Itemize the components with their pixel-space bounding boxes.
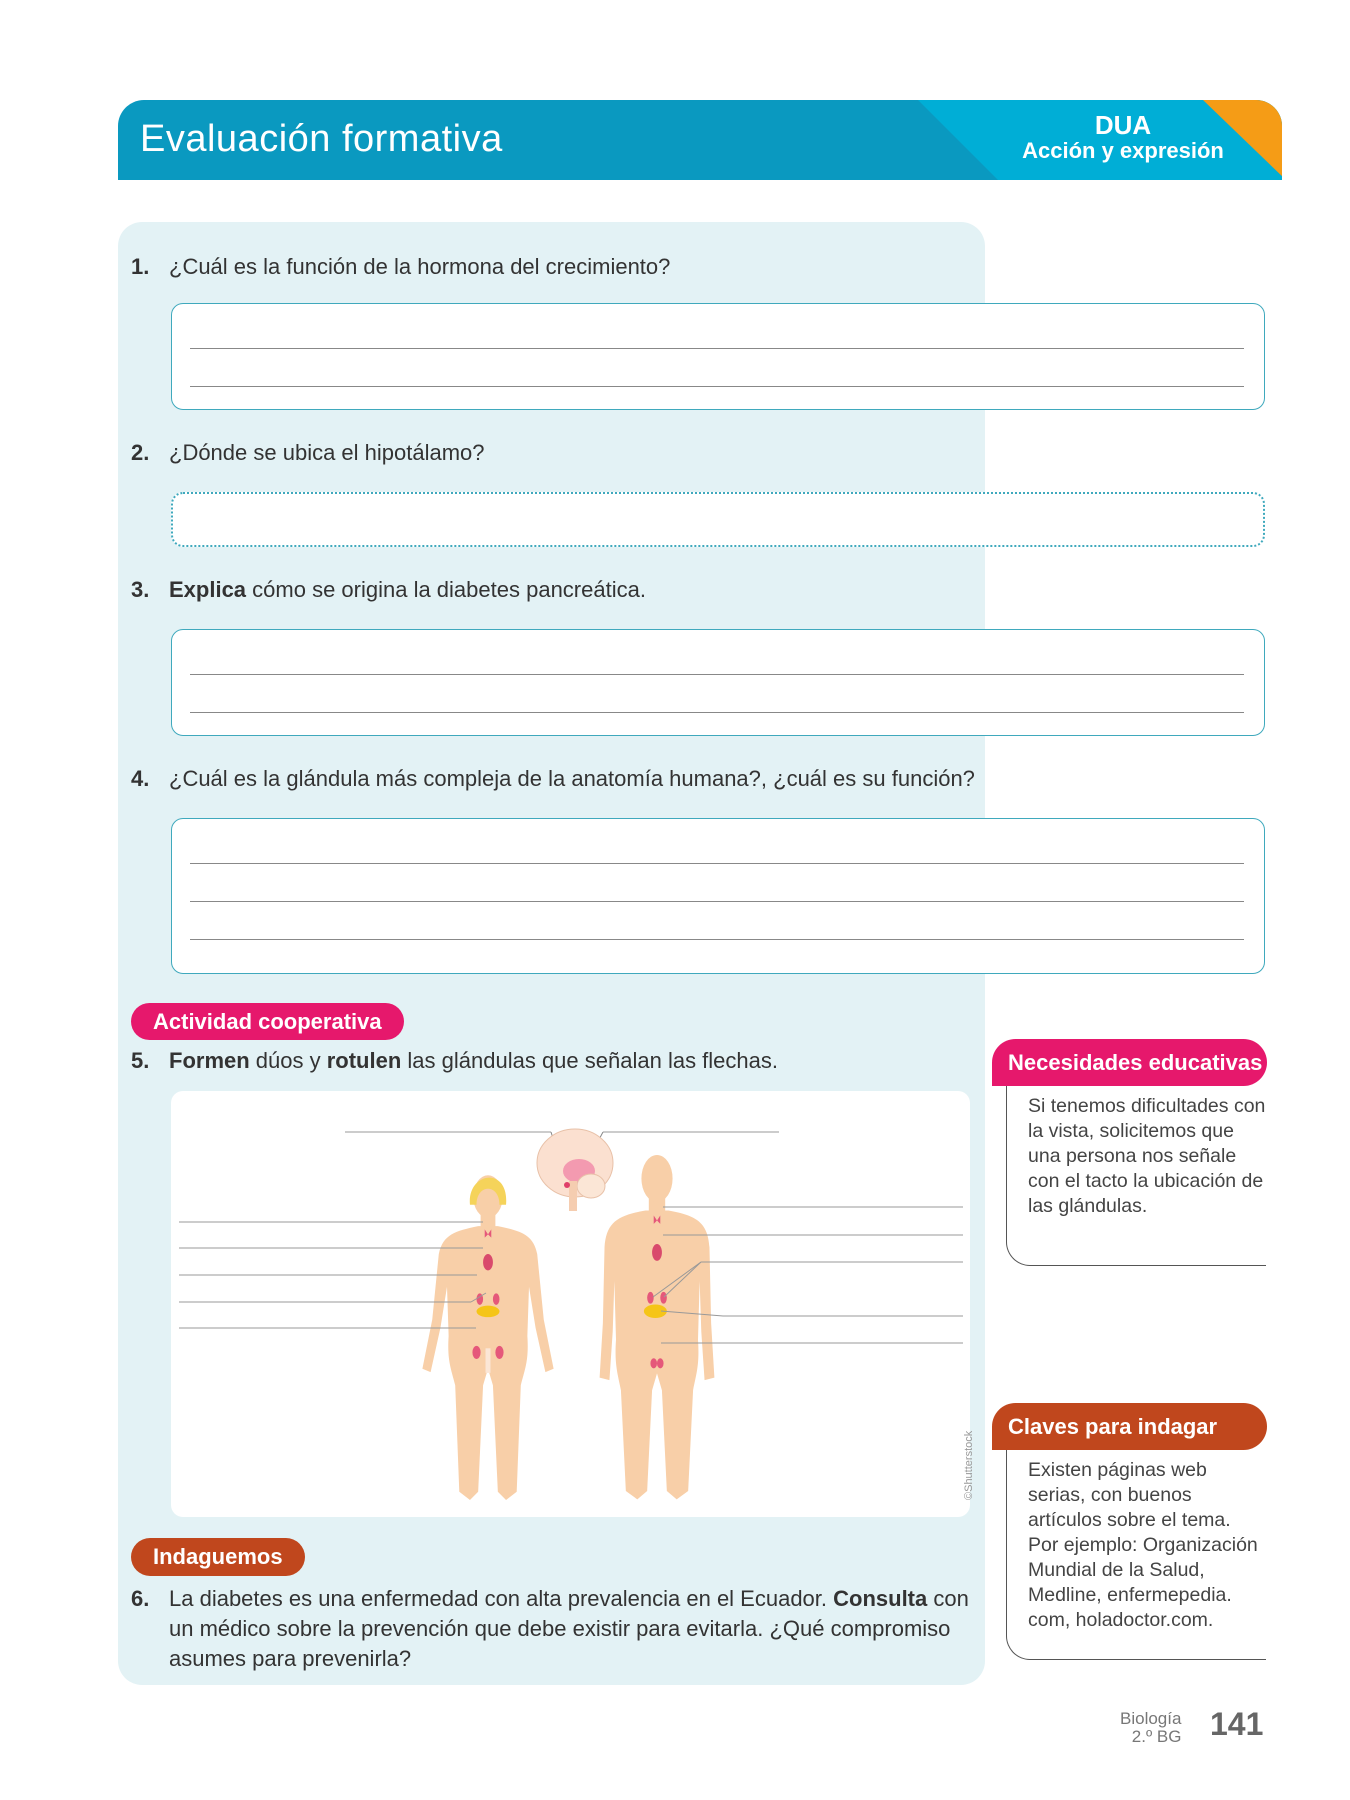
endocrine-illustration <box>171 1091 970 1517</box>
question-number: 2. <box>131 440 150 465</box>
question-text: ¿Cuál es la función de la hormona del crecimiento? <box>169 254 671 279</box>
question-4 <box>131 766 975 792</box>
answer-box-4[interactable] <box>171 818 1265 974</box>
question-2 <box>131 440 485 466</box>
brain-icon <box>537 1129 613 1211</box>
question-number: 4. <box>131 766 150 791</box>
dua-subtitle: Acción y expresión <box>1022 138 1224 164</box>
cooperative-activity-label: Actividad cooperativa <box>131 1003 404 1040</box>
question-text: La diabetes es una enfermedad con alta prevalencia en el Ecuador. <box>169 1586 834 1611</box>
answer-box-2[interactable] <box>171 492 1265 547</box>
grade: 2.º BG <box>1131 1727 1182 1746</box>
page-number: 141 <box>1210 1706 1264 1742</box>
question-number: 3. <box>131 577 150 602</box>
subject-name: Biología <box>1120 1709 1182 1728</box>
question-number: 6. <box>131 1586 150 1611</box>
question-1 <box>131 254 670 280</box>
answer-box-1[interactable] <box>171 303 1265 410</box>
question-number: 5. <box>131 1048 150 1073</box>
question-verb: Consulta <box>833 1586 928 1611</box>
question-verb: Formen <box>169 1048 250 1073</box>
question-text: con un médico sobre la prevención que debe existir para evitarla. ¿Qué compromiso asumes para prevenirla? <box>169 1586 969 1671</box>
page-title: Evaluación formativa <box>140 118 503 160</box>
question-3 <box>131 577 646 603</box>
female-figure <box>422 1175 553 1500</box>
research-keys-text: Existen páginas web serias, con buenos artículos sobre el tema. Por ejemplo: Organización Mundial de la Salud, Medline, enfermepedia. com, holadoctor.com. <box>1006 1450 1266 1660</box>
question-text: dúos y <box>249 1048 327 1073</box>
research-keys-title: Claves para indagar <box>992 1403 1267 1450</box>
page-header <box>118 100 1282 180</box>
endocrine-diagram <box>171 1091 970 1517</box>
special-needs-text: Si tenemos dificultades con la vista, solicitemos que una persona nos señale con el tacto la ubicación de las glándulas. <box>1006 1086 1266 1266</box>
question-6 <box>131 1584 971 1674</box>
question-number: 1. <box>131 254 150 279</box>
image-credit: ©Shutterstock <box>963 1430 975 1500</box>
question-text: las glándulas que señalan las flechas. <box>401 1048 778 1073</box>
question-verb: rotulen <box>326 1048 402 1073</box>
question-text: cómo se origina la diabetes pancreática. <box>246 577 646 602</box>
answer-box-3[interactable] <box>171 629 1265 736</box>
dua-title: DUA <box>1094 110 1152 140</box>
special-needs-title: Necesidades educativas <box>992 1039 1267 1086</box>
question-text: ¿Cuál es la glándula más compleja de la anatomía humana?, ¿cuál es su función? <box>169 766 975 791</box>
question-5 <box>131 1048 778 1074</box>
footer-subject <box>1120 1710 1181 1746</box>
dua-badge <box>998 112 1248 162</box>
inquiry-label: Indaguemos <box>131 1538 305 1576</box>
question-verb: Explica <box>169 577 247 602</box>
question-text: ¿Dónde se ubica el hipotálamo? <box>169 440 485 465</box>
